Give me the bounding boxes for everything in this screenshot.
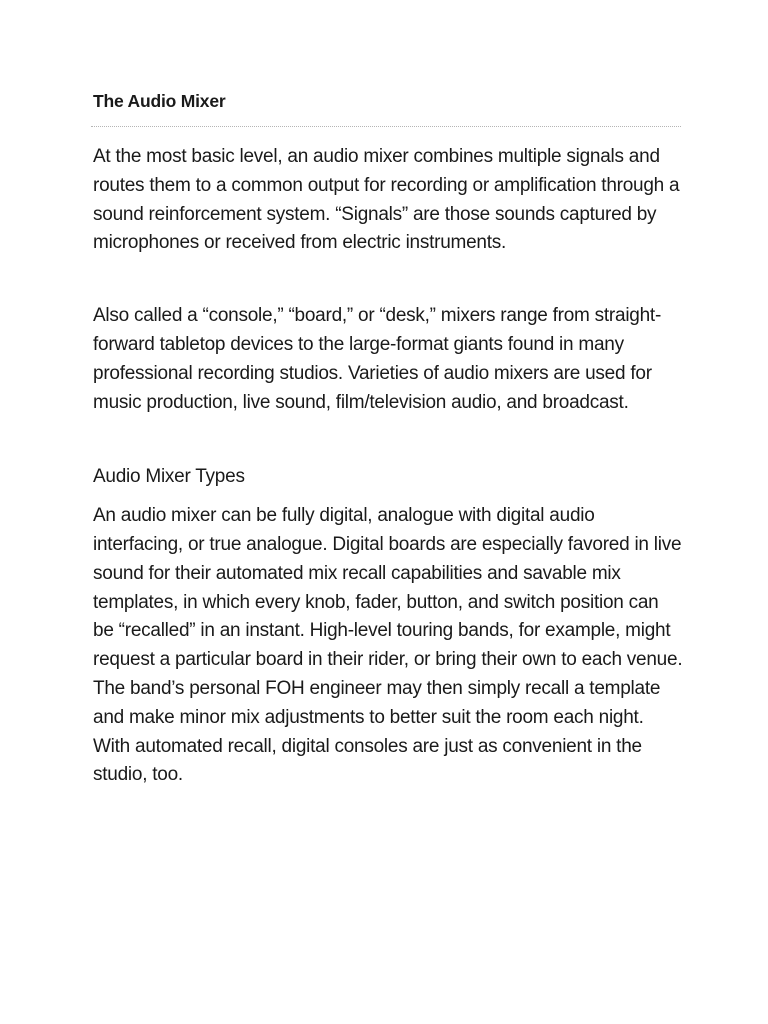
- title-divider: [91, 126, 681, 127]
- document-page: [93, 88, 683, 790]
- section-heading-mixer-types: Audio Mixer Types: [93, 466, 245, 488]
- document-title: The Audio Mixer: [93, 91, 226, 111]
- paragraph-mixer-types: An audio mixer can be fully digital, analogue with digital audio interfacing, or true analogue. Digital boards are especially favored in live sound for their automated mix recall capabilities and savable mix templates, in which every knob, fader, button, and switch position can be “recalled” in an instant. High-level touring bands, for example, might request a particular board in their rider, or bring their own to each venue. The band’s personal FOH engineer may then simply recall a template and make minor mix adjustments to better suit the room each night. With automated recall, digital consoles are just as convenient in the studio, too.: [93, 505, 683, 786]
- paragraph-intro: At the most basic level, an audio mixer combines multiple signals and routes them to a common output for recording or amplification through a sound reinforcement system. “Signals” are those sounds captured by microphones or received from electric instruments.: [93, 146, 680, 254]
- paragraph-console-names: Also called a “console,” “board,” or “desk,” mixers range from straight-forward tabletop devices to the large-format giants found in many professional recording studios. Varieties of audio mixers are used for music production, live sound, film/television audio, and broadcast.: [93, 305, 662, 413]
